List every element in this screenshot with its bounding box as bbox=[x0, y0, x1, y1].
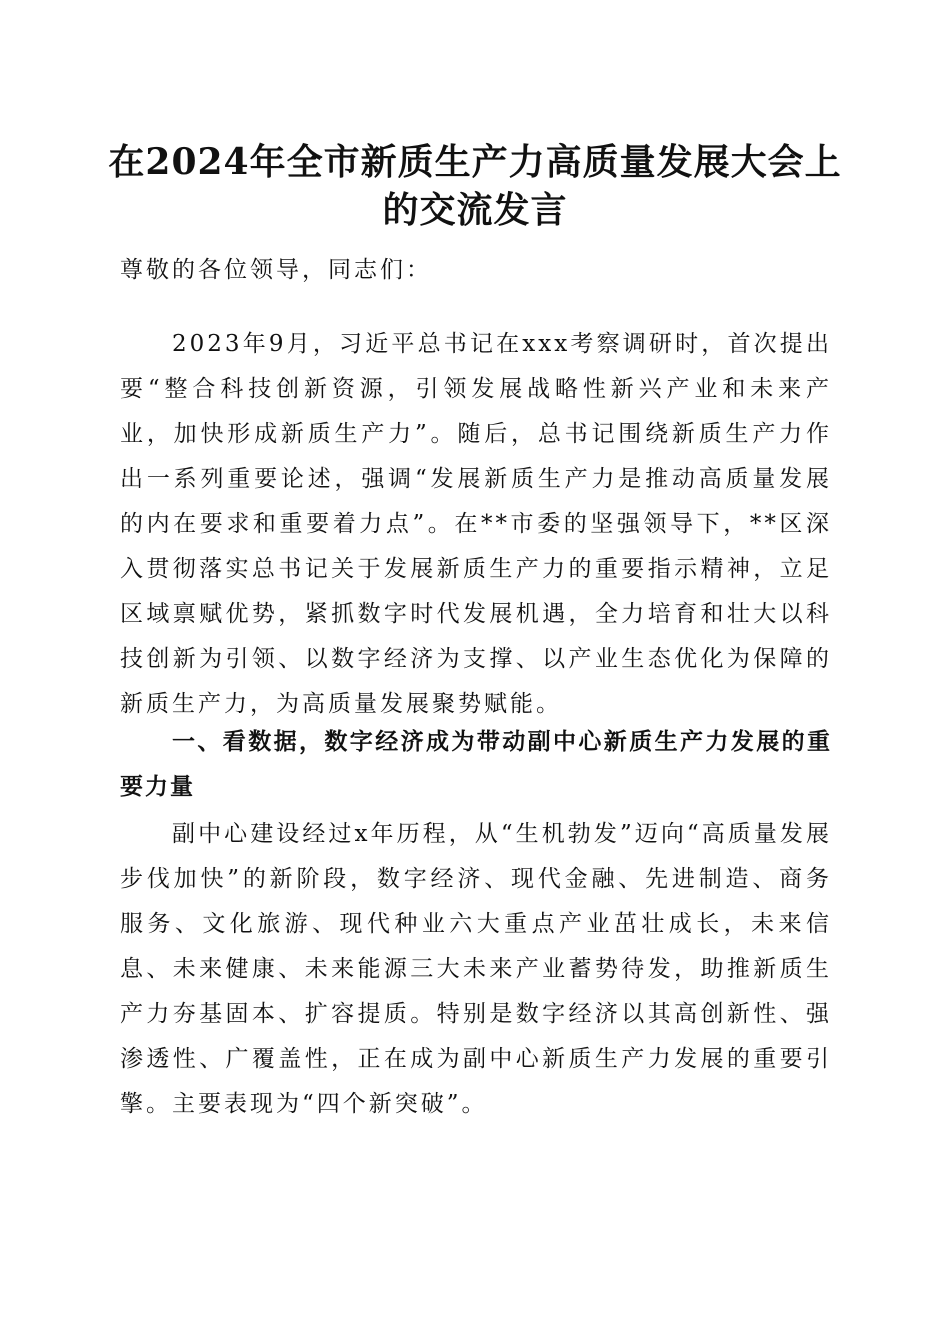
section-heading-1: 一、看数据，数字经济成为带动副中心新质生产力发展的重要力量 bbox=[120, 729, 832, 800]
salutation: 尊敬的各位领导，同志们： bbox=[120, 257, 432, 283]
paragraph-intro: 2023年9月，习近平总书记在xxx考察调研时，首次提出要“整合科技创新资源，引领发展战略性新兴产业和未来产业，加快形成新质生产力”。随后，总书记围绕新质生产力作出一系列重要论述，强调“发展新质生产力是推动高质量发展的内在要求和重要着力点”。在**市委的坚强领导下，**区深入贯彻落实总书记关于发展新质生产力的重要指示精神，立足区域禀赋优势，紧抓数字时代发展机遇，全力培育和壮大以科技创新为引领、以数字经济为支撑、以产业生态优化为保障的新质生产力，为高质量发展聚势赋能。 bbox=[120, 331, 832, 717]
document-title: 在2024年全市新质生产力高质量发展大会上的交流发言 bbox=[108, 141, 842, 231]
paragraph-section-1: 副中心建设经过x年历程，从“生机勃发”迈向“高质量发展步伐加快”的新阶段，数字经济、现代金融、先进制造、商务服务、文化旅游、现代种业六大重点产业茁壮成长，未来信息、未来健康、未来能源三大未来产业蓄势待发，助推新质生产力夯基固本、扩容提质。特别是数字经济以其高创新性、强渗透性、广覆盖性，正在成为副中心新质生产力发展的重要引擎。主要表现为“四个新突破”。 bbox=[120, 821, 832, 1117]
